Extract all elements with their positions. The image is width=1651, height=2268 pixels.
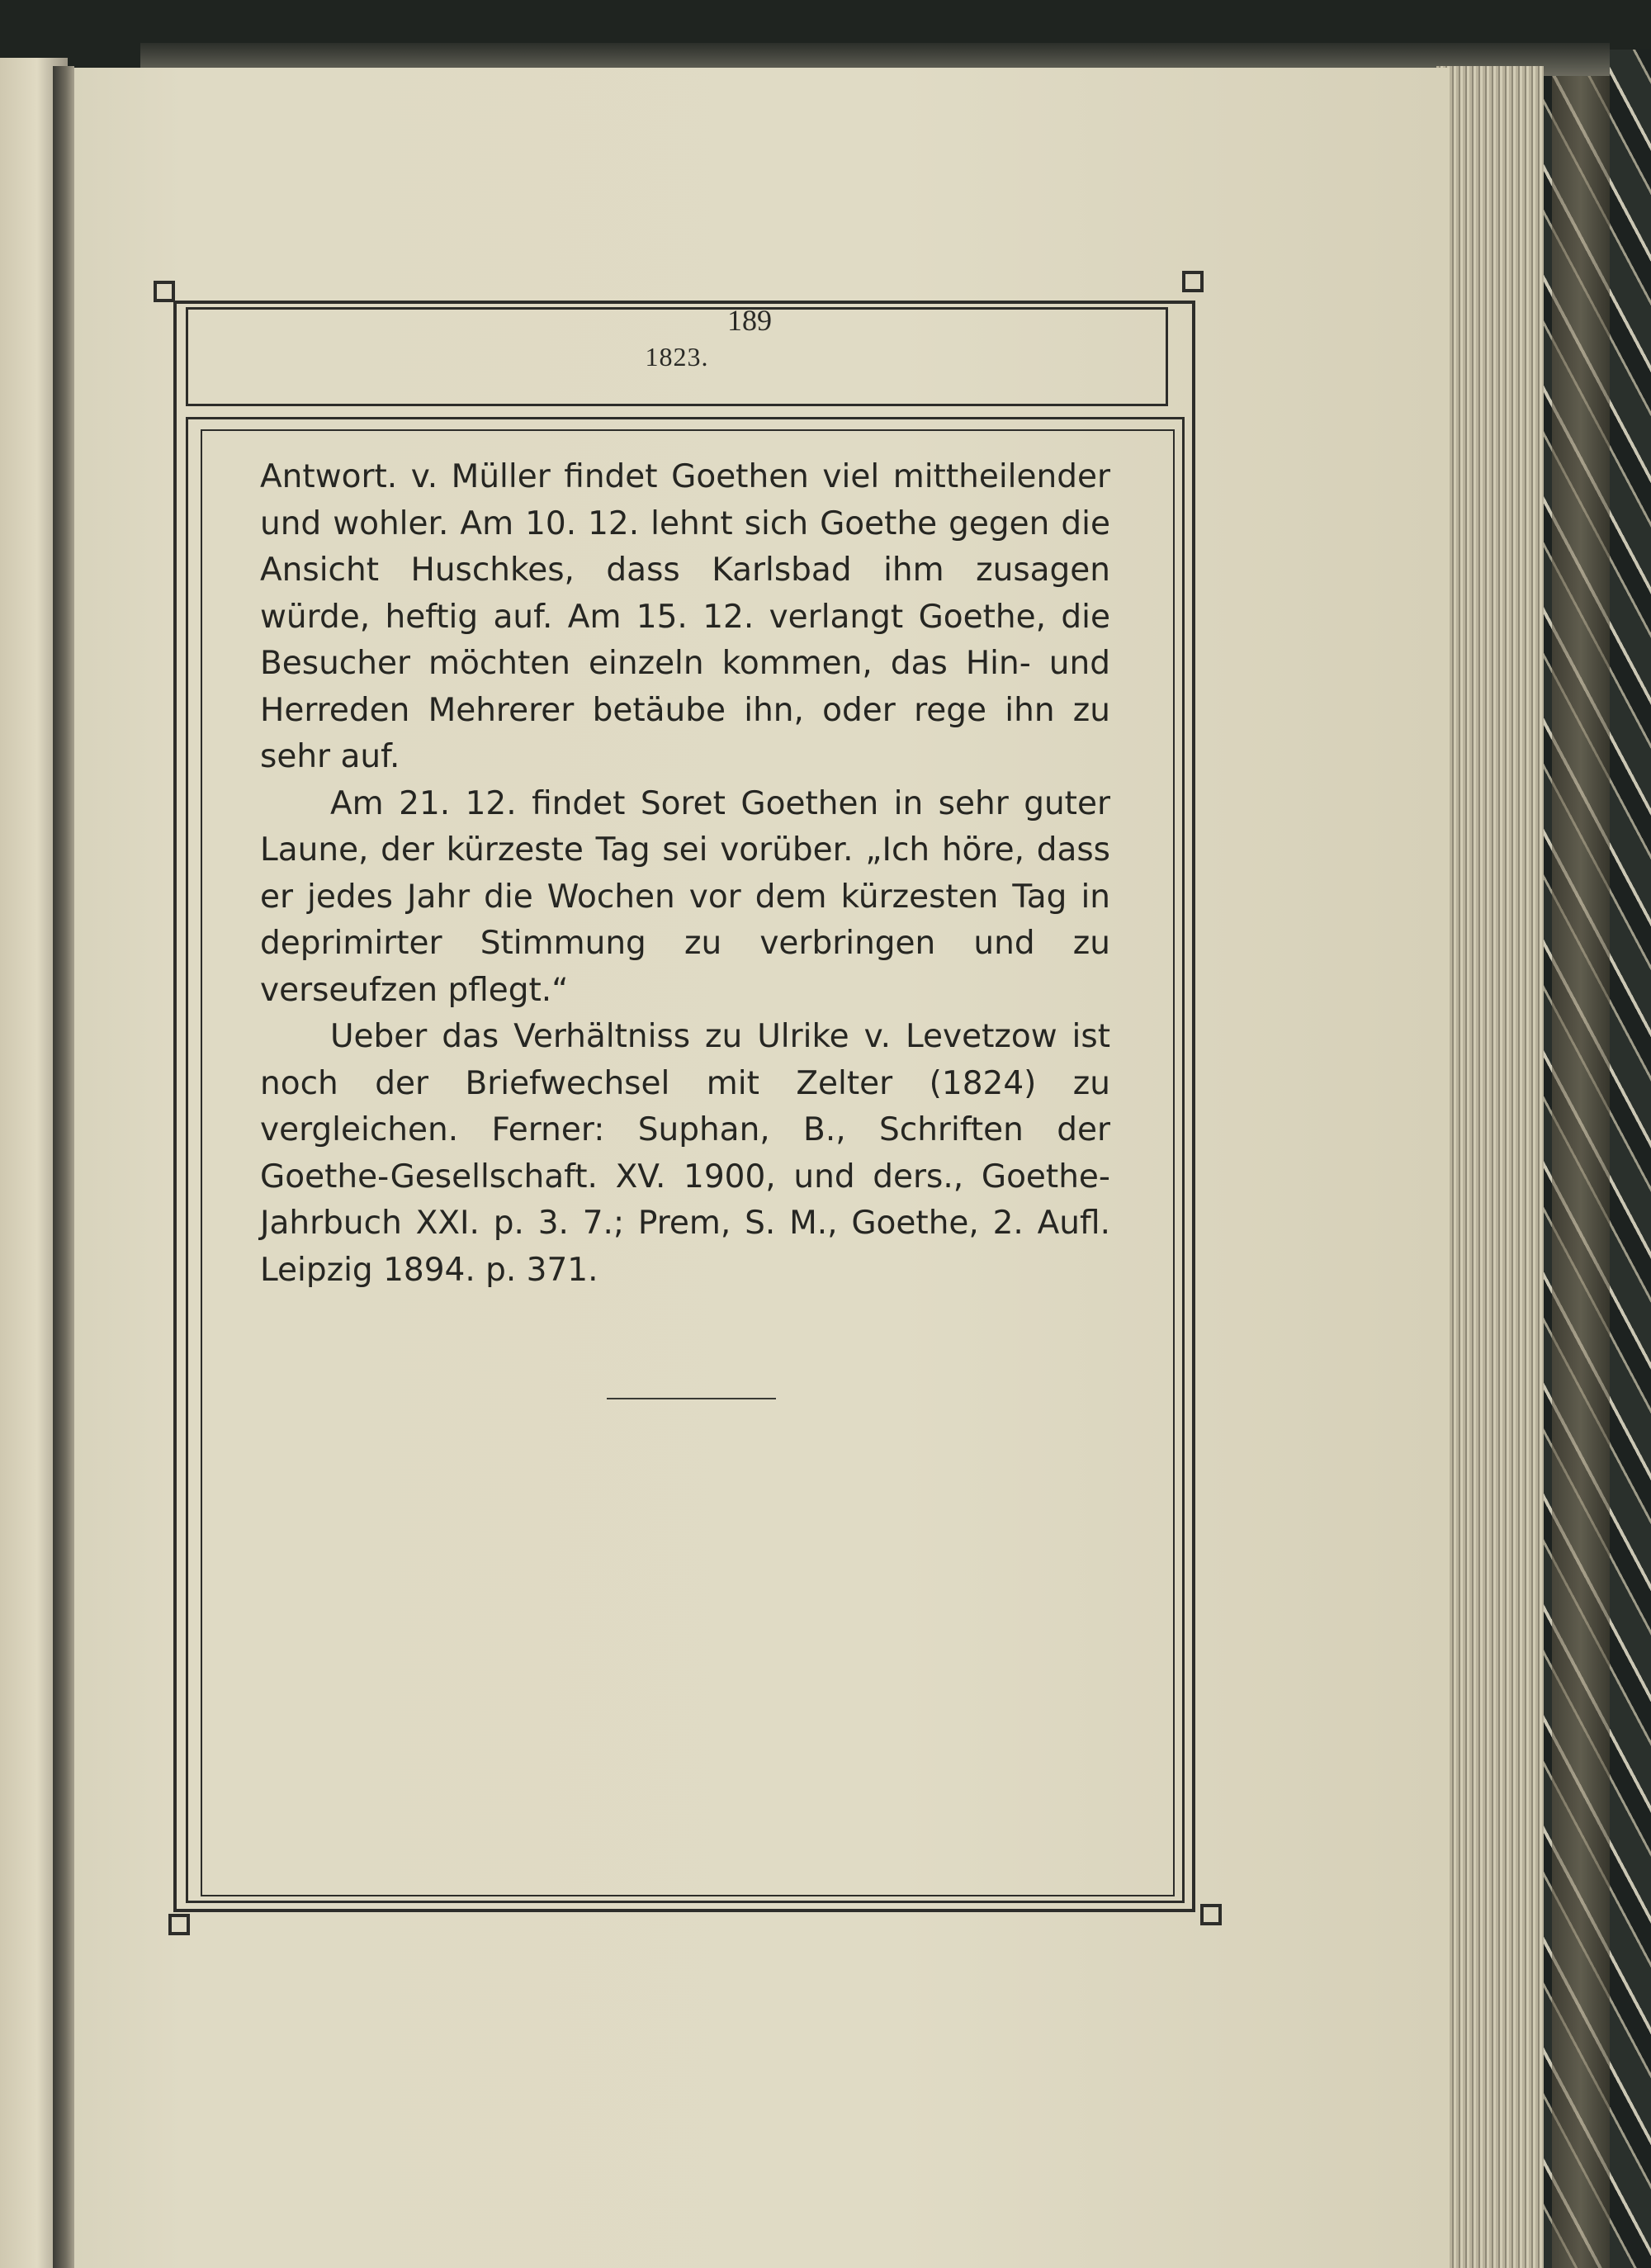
frame-corner-square (1200, 1904, 1222, 1925)
frame-corner-square (154, 281, 175, 302)
page-number: 189 (727, 304, 772, 337)
frame-corner-square (1182, 271, 1204, 292)
book-gutter (53, 66, 74, 2268)
header-year: 1823. (645, 341, 709, 372)
paragraph: Antwort. v. Müller findet Goethen viel mittheilender und wohler. Am 10. 12. lehnt sich Goethe gegen die Ansicht Huschkes, dass Karlsbad ihm zusagen würde, heftig auf. Am 15. 12. verlangt Goethe, die Besucher möchten einzeln kommen, das Hin- und Herreden Mehrerer betäube ihn, oder rege ihn zu sehr auf. (260, 458, 1110, 775)
leather-spine-edge (1552, 50, 1610, 2268)
header-box (186, 307, 1168, 406)
frame-corner-square (168, 1914, 190, 1935)
body-text (260, 454, 1110, 1294)
paragraph: Ueber das Verhältniss zu Ulrike v. Levetzow ist noch der Briefwechsel mit Zelter (1824) zu vergleichen. Ferner: Suphan, B., Schriften der Goethe-Gesellschaft. XV. 1900, und ders., Goethe-Jahrbuch XXI. p. 3. 7.; Prem, S. M., Goethe, 2. Aufl. Leipzig 1894. p. 371. (260, 1018, 1110, 1289)
paragraph: Am 21. 12. findet Soret Goethen in sehr guter Laune, der kürzeste Tag sei vorüber. „Ich höre, dass er jedes Jahr die Wochen vor dem kürzesten Tag in deprimirter Stimmung zu verbringen und zu verseufzen pflegt.“ (260, 784, 1110, 1009)
end-rule (607, 1398, 776, 1399)
page-fore-edge (1436, 66, 1544, 2268)
